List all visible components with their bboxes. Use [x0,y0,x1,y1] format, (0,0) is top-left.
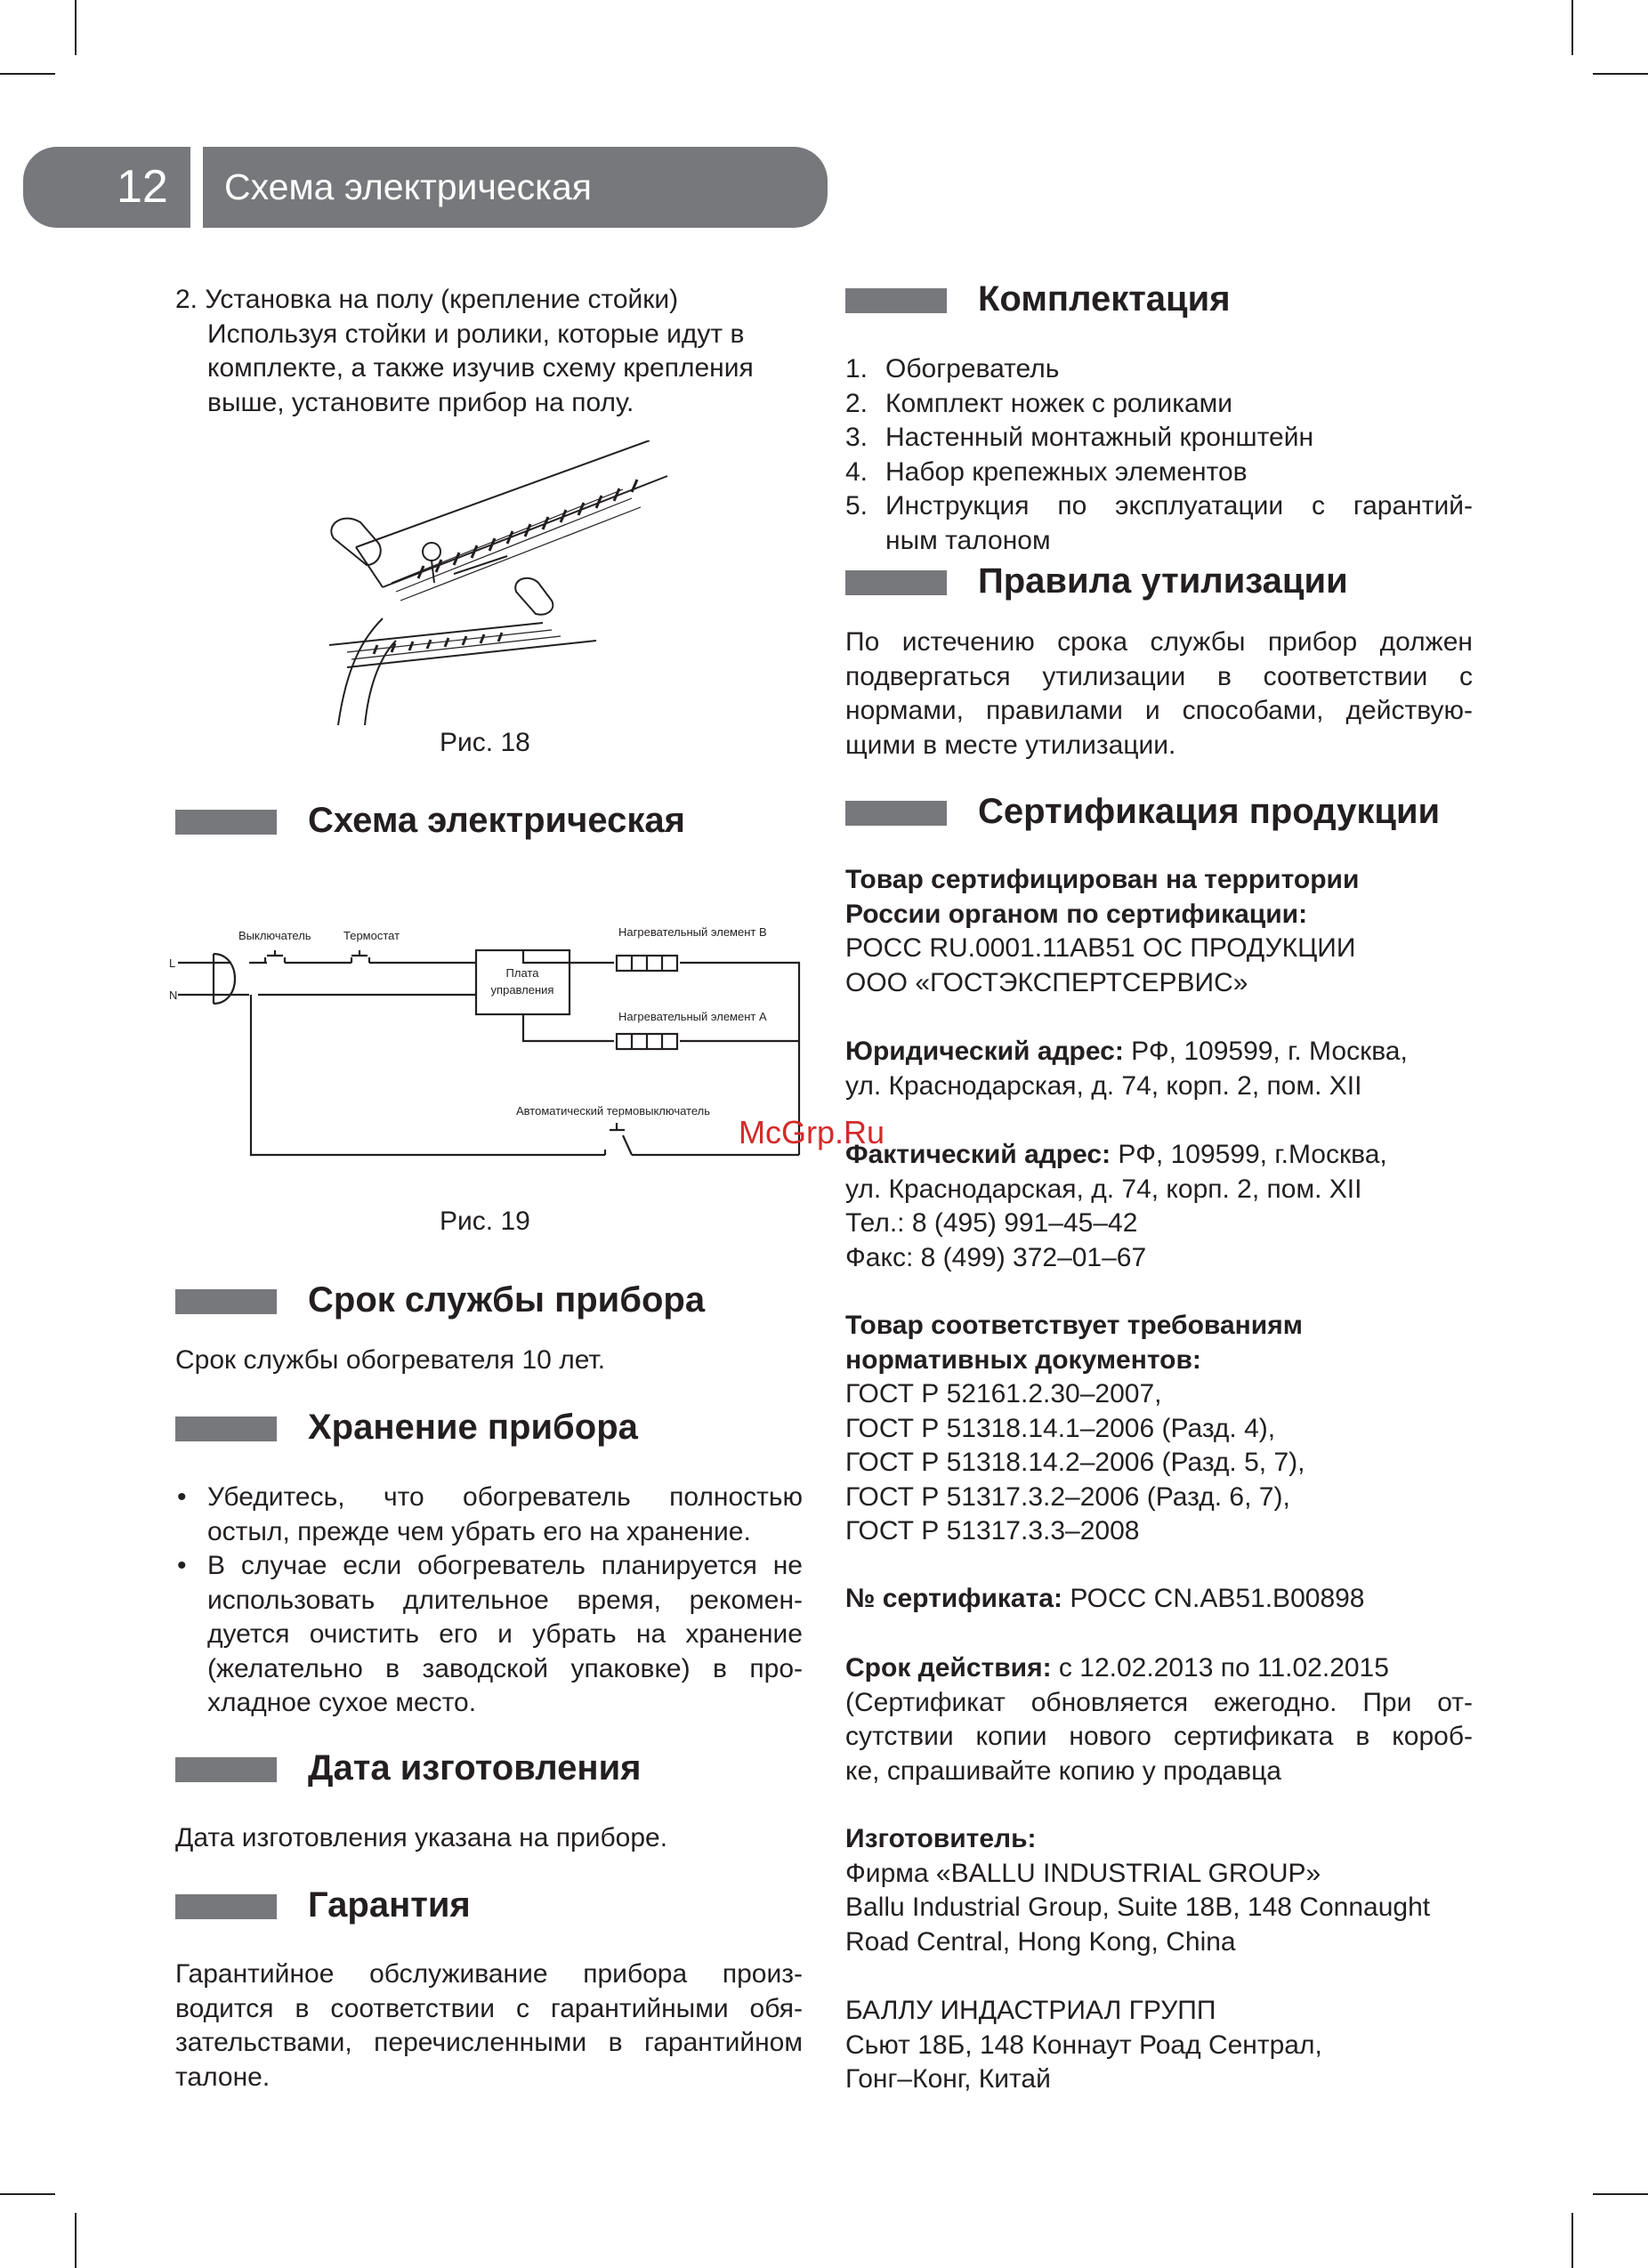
manufacturer-label: Изготовитель: [845,1824,1037,1853]
storage-line: хладное сухое место. [207,1688,477,1717]
cert-line: ООО «ГОСТЭКСПЕРТСЕРВИС» [845,967,1248,997]
watermark: McGrp.Ru [739,1114,885,1150]
figure-19-caption: Рис. 19 [440,1207,530,1236]
figure-18-caption: Рис. 18 [440,728,530,757]
validity-line: ке, спрашивайте копию у продавца [845,1755,1281,1786]
section-bar [845,570,947,595]
crop-mark [1571,2213,1573,2268]
norms [845,1309,1473,1549]
storage-line: остыл, прежде чем убрать его на хранение. [207,1516,751,1546]
section-title: Срок службы прибора [308,1280,706,1320]
section-bar [845,288,947,313]
list-item [175,1549,803,1721]
manufacturer-ru-line: БАЛЛУ ИНДАСТРИАЛ ГРУПП [845,1996,1216,2025]
kit-list [845,352,1473,558]
actual-address-label: Фактический адрес: [845,1140,1111,1169]
item-text: ным талоном [885,525,1051,555]
norm-item: ГОСТ Р 51318.14.1–2006 (Разд. 4), [845,1413,1276,1443]
actual-address-value: РФ, 109599, г.Москва, [1111,1140,1387,1169]
install-line: Используя стойки и ролики, которые идут в [207,319,745,349]
section-bar [175,1416,277,1441]
manufacturer-line: Фирма «BALLU INDUSTRIAL GROUP» [845,1858,1321,1888]
disposal-line: нормами, правилами и способами, действую- [845,696,1473,725]
label-thermostat: Термостат [343,929,400,942]
manufacturer-ru-line: Сьют 18Б, 148 Коннаут Роад Сентрал, [845,2030,1322,2060]
list-item [845,387,1473,422]
label-heater-a: Нагревательный элемент A [618,1010,767,1023]
section-title: Правила утилизации [978,561,1348,601]
install-line: выше, установите прибор на полу. [207,387,634,417]
validity-line: сутствии копии нового сертификата в короб- [845,1722,1473,1751]
item-text: Комплект ножек с роликами [885,388,1233,418]
crop-mark [1593,73,1648,75]
page-number: 12 [117,161,168,213]
install-heading: 2. Установка на полу (крепление стойки) [175,285,679,314]
section-title: Гарантия [308,1885,471,1925]
cert-number [845,1582,1473,1617]
section-title: Хранение прибора [308,1408,638,1447]
section-title: Сертификация продукции [978,792,1441,831]
section-bar [175,810,277,835]
list-item [845,421,1473,456]
storage-line: использовать длительное время, рекомен- [207,1585,803,1615]
item-number: 5. [845,491,868,521]
validity [845,1651,1473,1788]
bullet-icon: • [177,1482,187,1512]
cert-line: РОСС RU.0001.11АВ51 ОС ПРОДУКЦИИ [845,933,1356,963]
manufacturer-line: Road Central, Hong Kong, China [845,1926,1236,1957]
install-instructions [175,283,803,420]
manufacturer [845,1822,1473,1959]
list-item [845,456,1473,490]
item-text: Обогреватель [885,354,1060,383]
legal-address-line: ул. Краснодарская, д. 74, корп. 2, пом. XII [845,1070,1362,1101]
manufacture-date-line: Дата изготовления указана на приборе. [175,1823,668,1852]
validity-value: с 12.02.2013 по 11.02.2015 [1051,1653,1389,1683]
wiring-diagram [169,916,810,1166]
header-title-box [203,147,828,228]
page-header [23,147,828,228]
section-title: Схема электрическая [308,801,685,840]
warranty-line: Гарантийное обслуживание прибора произ- [175,1959,803,1989]
page-title: Схема электрическая [224,166,592,207]
validity-label: Срок действия: [845,1653,1052,1683]
storage-line: дуется очистить его и убрать на хранение [207,1619,803,1649]
label-n: N [169,989,178,1002]
service-life-line: Срок службы обогревателя 10 лет. [175,1345,606,1375]
crop-mark [75,2213,77,2268]
storage-line: Убедитесь, что обогреватель полностью [207,1482,803,1512]
cert-heading: Товар сертифицирован на территории [845,865,1360,894]
storage-line: В случае если обогреватель планируется не [207,1551,803,1580]
norm-item: ГОСТ Р 51318.14.2–2006 (Разд. 5, 7), [845,1448,1305,1477]
disposal-text [845,626,1473,763]
manufacturer-ru-line: Гонг–Конг, Китай [845,2064,1051,2094]
cert-heading: России органом по сертификации: [845,899,1308,929]
legal-address-label: Юридический адрес: [845,1037,1124,1066]
manufacturer-ru [845,1994,1473,2097]
norms-heading: нормативных документов: [845,1344,1201,1375]
warranty-text [175,1957,803,2094]
crop-mark [1593,2193,1648,2195]
section-title: Дата изготовления [308,1748,642,1788]
item-text: Набор крепежных элементов [885,456,1248,487]
item-text: Инструкция по эксплуатации с гарантий- [885,491,1473,521]
manufacturer-line: Ballu Industrial Group, Suite 18B, 148 Connaught [845,1893,1431,1922]
cert-number-value: РОСС CN.AB51.B00898 [1062,1584,1365,1613]
actual-address [845,1138,1473,1275]
item-number: 2. [845,388,868,418]
item-number: 1. [845,354,868,383]
phone: Тел.: 8 (495) 991–45–42 [845,1208,1138,1238]
crop-mark [0,2193,55,2195]
disposal-line: подвергаться утилизации в соответствии с [845,661,1473,691]
label-switch: Выключатель [238,929,311,942]
norm-item: ГОСТ Р 51317.3.3–2008 [845,1516,1140,1546]
section-title: Комплектация [978,279,1231,319]
storage-line: (желательно в заводской упаковке) в про- [207,1653,803,1683]
norm-item: ГОСТ Р 52161.2.30–2007, [845,1379,1162,1408]
certification-body [845,863,1473,1000]
section-bar [175,1894,277,1919]
manufacture-date-text [175,1821,803,1856]
label-l: L [169,956,176,970]
page-number-box [23,147,190,228]
section-bar [175,1289,277,1314]
list-item [845,352,1473,387]
norms-heading: Товар соответствует требованиям [845,1311,1303,1340]
crop-mark [1571,0,1573,55]
service-life-text [175,1344,803,1378]
item-text: Настенный монтажный кронштейн [885,423,1314,452]
actual-address-line: ул. Краснодарская, д. 74, корп. 2, пом. XII [845,1174,1362,1204]
validity-line: (Сертификат обновляется ежегодно. При от- [845,1687,1473,1717]
crop-mark [75,0,77,55]
legal-address [845,1035,1473,1103]
warranty-line: водится в соответствии с гарантийными обя- [175,1993,803,2023]
warranty-line: зательствами, перечисленными в гарантийном [175,2028,803,2057]
disposal-line: щими в месте утилизации. [845,730,1176,760]
bullet-icon: • [177,1551,187,1580]
label-board-1: Плата [505,966,539,980]
figure-18-illustration [329,440,685,725]
label-board-2: управления [490,983,554,997]
list-item [845,489,1473,558]
install-line: комплекте, а также изучив схему крепления [207,353,754,383]
fax: Факс: 8 (499) 372–01–67 [845,1242,1147,1272]
item-number: 4. [845,456,868,487]
item-number: 3. [845,423,868,452]
norm-item: ГОСТ Р 51317.3.2–2006 (Разд. 6, 7), [845,1481,1290,1512]
list-item [175,1481,803,1549]
section-bar [845,801,947,826]
disposal-line: По истечению срока службы прибор должен [845,627,1473,657]
warranty-line: талоне. [175,2062,271,2092]
legal-address-value: РФ, 109599, г. Москва, [1123,1037,1408,1066]
label-heater-b: Нагревательный элемент B [618,925,767,939]
label-auto-switch: Автоматический термовыключатель [516,1104,711,1118]
storage-list [175,1481,803,1721]
crop-mark [0,73,55,75]
cert-number-label: № сертификата: [845,1584,1062,1613]
section-bar [175,1757,277,1782]
